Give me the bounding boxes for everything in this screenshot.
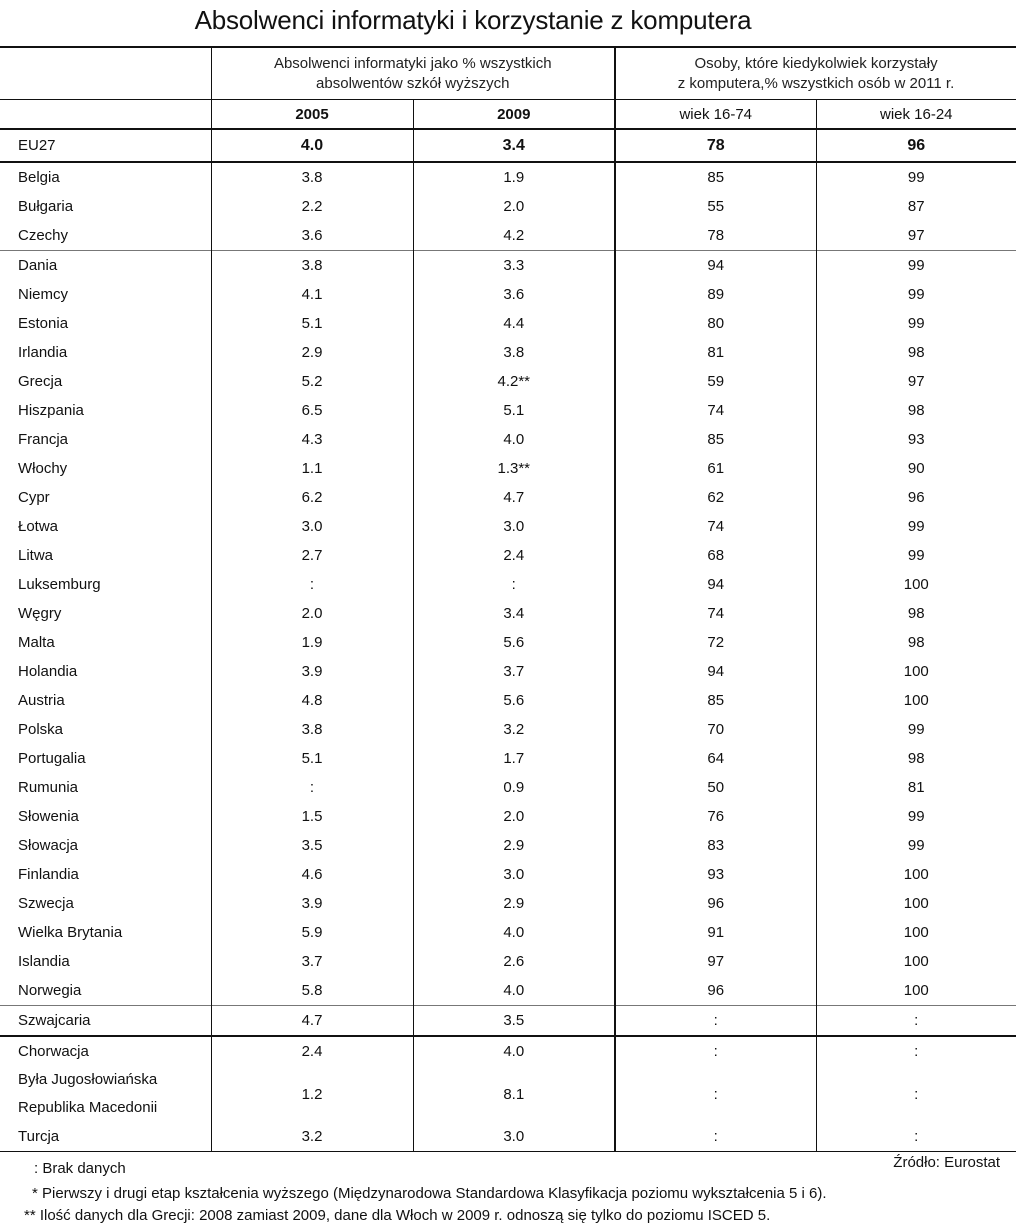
- country-cell: Hiszpania: [18, 401, 84, 419]
- value-2009-cell: 5.6: [413, 686, 615, 715]
- value-2005-cell: 2.0: [211, 599, 413, 628]
- value-age-16-24-cell: 98: [816, 744, 1016, 773]
- header-graduates-line1: Absolwenci informatyki jako % wszystkich: [273, 54, 552, 72]
- value-2005-cell: 2.9: [211, 338, 413, 367]
- value-2005-cell: 2.4: [211, 1036, 413, 1066]
- value-age-16-74-cell: 81: [615, 338, 816, 367]
- value-2009-cell: 3.0: [413, 1122, 615, 1152]
- footer-note-2: ** Ilość danych dla Grecji: 2008 zamiast 2009, dane dla Włoch w 2009 r. odnoszą się tylko do poziomu ISCED 5.: [24, 1207, 771, 1224]
- table-row: [0, 425, 1016, 454]
- country-name-line2: Republika Macedonii: [18, 1099, 158, 1116]
- table-row: [0, 657, 1016, 686]
- value-age-16-24-cell: 100: [816, 570, 1016, 599]
- value-age-16-24-cell: 99: [816, 309, 1016, 338]
- value-age-16-24-cell: 98: [816, 338, 1016, 367]
- country-name-line1: Była Jugosłowiańska: [18, 1071, 158, 1088]
- value-age-16-24-cell: 100: [816, 976, 1016, 1006]
- value-age-16-24-cell: :: [816, 1006, 1016, 1037]
- data-table: [0, 46, 1016, 1152]
- value-2005-cell: 4.3: [211, 425, 413, 454]
- value-age-16-24-cell: 99: [816, 802, 1016, 831]
- country-cell: Portugalia: [18, 749, 86, 767]
- value-age-16-74-cell: 85: [615, 162, 816, 192]
- value-2005-cell: 3.5: [211, 831, 413, 860]
- header-group-row: [0, 47, 1016, 100]
- value-2005-cell: 5.9: [211, 918, 413, 947]
- value-2005-cell: 3.2: [211, 1122, 413, 1152]
- country-cell: Niemcy: [18, 285, 69, 303]
- table-row: [0, 1122, 1016, 1152]
- table-row: [0, 599, 1016, 628]
- value-2009-cell: 3.7: [413, 657, 615, 686]
- value-age-16-24-cell: 99: [816, 251, 1016, 281]
- value-age-16-74-cell: 93: [615, 860, 816, 889]
- value-age-16-74-cell: 74: [615, 599, 816, 628]
- value-2009-cell: 3.6: [413, 280, 615, 309]
- country-cell: Islandia: [18, 952, 70, 970]
- value-age-16-24-cell: :: [816, 1066, 1016, 1122]
- value-age-16-74-cell: 94: [615, 570, 816, 599]
- value-2005-cell: 2.7: [211, 541, 413, 570]
- value-age-16-24-cell: 99: [816, 715, 1016, 744]
- table-row-eu27: [0, 129, 1016, 162]
- value-2005-cell: 3.8: [211, 715, 413, 744]
- table-row: [0, 396, 1016, 425]
- value-age-16-24-cell: 99: [816, 162, 1016, 192]
- country-cell: Malta: [18, 633, 55, 651]
- header-empty-cell: [0, 47, 211, 100]
- value-2009-cell: 2.9: [413, 889, 615, 918]
- table-row: [0, 192, 1016, 221]
- country-cell: Estonia: [18, 314, 69, 332]
- value-age-16-24-cell: 99: [816, 541, 1016, 570]
- country-cell: Turcja: [0, 1122, 211, 1152]
- country-cell: Słowacja: [18, 836, 79, 854]
- value-age-16-74-cell: 68: [615, 541, 816, 570]
- value-2009-cell: 4.7: [413, 483, 615, 512]
- table-row: [0, 947, 1016, 976]
- value-2005-cell: 1.1: [211, 454, 413, 483]
- value-2009-cell: 4.0: [413, 918, 615, 947]
- table-row: [0, 1066, 1016, 1122]
- table-row: [0, 512, 1016, 541]
- value-2005-cell: 3.9: [211, 657, 413, 686]
- value-2009-cell: 2.9: [413, 831, 615, 860]
- value-2009-cell: 4.2: [413, 221, 615, 251]
- value-2009-cell: 2.0: [413, 802, 615, 831]
- table-row: [0, 1006, 1016, 1037]
- value-age-16-24-cell: 98: [816, 396, 1016, 425]
- value-age-16-74-cell: 85: [615, 425, 816, 454]
- table-row: [0, 309, 1016, 338]
- country-cell: Litwa: [18, 546, 54, 564]
- value-age-16-74-cell: 50: [615, 773, 816, 802]
- value-age-16-24-cell: 99: [816, 831, 1016, 860]
- value-age-16-74-cell: 94: [615, 657, 816, 686]
- value-2005-cell: 1.2: [211, 1066, 413, 1122]
- table-row: [0, 976, 1016, 1006]
- value-age-16-74-cell: :: [615, 1066, 816, 1122]
- table-row: [0, 628, 1016, 657]
- table-row: [0, 715, 1016, 744]
- value-2005-cell: 2.2: [211, 192, 413, 221]
- country-cell: Wielka Brytania: [18, 923, 123, 941]
- table-row: [0, 162, 1016, 192]
- value-2005-cell: :: [211, 773, 413, 802]
- value-2005-cell: 4.7: [211, 1006, 413, 1037]
- data-table-container: [0, 46, 1016, 1152]
- country-cell: Włochy: [18, 459, 68, 477]
- value-2009-cell: 2.0: [413, 192, 615, 221]
- value-2005-cell: 4.1: [211, 280, 413, 309]
- country-cell: Francja: [18, 430, 69, 448]
- table-row: [0, 860, 1016, 889]
- table-row: [0, 1036, 1016, 1066]
- value-2009-cell: 2.6: [413, 947, 615, 976]
- value-age-16-74-cell: 91: [615, 918, 816, 947]
- value-age-16-74-cell: 62: [615, 483, 816, 512]
- value-age-16-74-cell: 76: [615, 802, 816, 831]
- value-2005-cell: 5.8: [211, 976, 413, 1006]
- header-columns-row: [0, 100, 1016, 130]
- value-2009-cell: 3.0: [413, 512, 615, 541]
- value-2005-cell: 3.0: [211, 512, 413, 541]
- value-age-16-74-cell: 96: [615, 976, 816, 1006]
- value-2009-cell: 3.4: [413, 599, 615, 628]
- table-row: [0, 251, 1016, 281]
- value-2009-cell: 8.1: [413, 1066, 615, 1122]
- value-age-16-74-cell: 94: [615, 251, 816, 281]
- header-graduates-line2: absolwentów szkół wyższych: [316, 74, 510, 92]
- value-2005-cell: 3.8: [211, 162, 413, 192]
- value-age-16-24-cell: 100: [816, 889, 1016, 918]
- country-cell: Dania: [0, 251, 211, 281]
- value-age-16-24-cell: 90: [816, 454, 1016, 483]
- table-row: [0, 773, 1016, 802]
- value-2009-cell: 2.4: [413, 541, 615, 570]
- value-2009-cell: 3.5: [413, 1006, 615, 1037]
- value-2009-cell: 0.9: [413, 773, 615, 802]
- value-age-16-74-cell: 74: [615, 512, 816, 541]
- table-row: [0, 918, 1016, 947]
- table-row: [0, 280, 1016, 309]
- country-cell: Rumunia: [18, 778, 79, 796]
- value-age-16-74-cell: 83: [615, 831, 816, 860]
- value-2005-cell: 1.5: [211, 802, 413, 831]
- header-col-2005: 2005: [211, 100, 413, 130]
- country-cell: Czechy: [18, 226, 69, 244]
- country-cell: Szwecja: [18, 894, 74, 912]
- country-cell: Grecja: [18, 372, 63, 390]
- country-cell: Węgry: [18, 604, 62, 622]
- table-row: [0, 454, 1016, 483]
- value-age-16-74-cell: 78: [615, 129, 816, 162]
- country-cell: [0, 1066, 211, 1122]
- value-age-16-24-cell: :: [816, 1036, 1016, 1066]
- country-cell: Luksemburg: [18, 575, 101, 593]
- footer-note-1: * Pierwszy i drugi etap kształcenia wyższego (Międzynarodowa Standardowa Klasyfikacja poziomu wykształcenia 5 i 6).: [32, 1185, 827, 1202]
- value-2005-cell: 4.6: [211, 860, 413, 889]
- value-2009-cell: 4.0: [413, 1036, 615, 1066]
- value-2005-cell: 6.5: [211, 396, 413, 425]
- country-cell: Słowenia: [18, 807, 79, 825]
- value-2005-cell: 6.2: [211, 483, 413, 512]
- value-2009-cell: 4.2**: [413, 367, 615, 396]
- country-cell: Belgia: [18, 168, 60, 186]
- header-empty-cell: [0, 100, 211, 130]
- country-cell: Finlandia: [18, 865, 79, 883]
- value-2005-cell: 3.7: [211, 947, 413, 976]
- value-age-16-74-cell: 61: [615, 454, 816, 483]
- value-2005-cell: 4.0: [211, 129, 413, 162]
- value-2009-cell: 3.2: [413, 715, 615, 744]
- table-row: [0, 802, 1016, 831]
- value-age-16-24-cell: 81: [816, 773, 1016, 802]
- value-age-16-24-cell: 96: [816, 129, 1016, 162]
- country-cell: Bułgaria: [18, 197, 74, 215]
- value-2009-cell: 4.4: [413, 309, 615, 338]
- value-age-16-24-cell: 100: [816, 657, 1016, 686]
- country-cell: Szwajcaria: [0, 1006, 211, 1037]
- value-age-16-74-cell: 74: [615, 396, 816, 425]
- value-age-16-74-cell: 96: [615, 889, 816, 918]
- value-age-16-24-cell: 93: [816, 425, 1016, 454]
- table-row: [0, 338, 1016, 367]
- table-row: [0, 889, 1016, 918]
- table-row: [0, 221, 1016, 251]
- value-age-16-74-cell: :: [615, 1006, 816, 1037]
- value-age-16-74-cell: 72: [615, 628, 816, 657]
- value-2009-cell: 3.8: [413, 338, 615, 367]
- value-age-16-24-cell: 98: [816, 628, 1016, 657]
- value-age-16-24-cell: :: [816, 1122, 1016, 1152]
- value-age-16-24-cell: 99: [816, 512, 1016, 541]
- header-col-age-16-74: wiek 16-74: [615, 100, 816, 130]
- value-age-16-24-cell: 100: [816, 860, 1016, 889]
- value-2009-cell: 3.0: [413, 860, 615, 889]
- value-2009-cell: 3.4: [413, 129, 615, 162]
- value-2009-cell: :: [413, 570, 615, 599]
- page-title: Absolwenci informatyki i korzystanie z komputera: [194, 5, 752, 35]
- value-age-16-24-cell: 87: [816, 192, 1016, 221]
- country-cell: Łotwa: [18, 517, 59, 535]
- value-age-16-74-cell: 70: [615, 715, 816, 744]
- footer-legend: : Brak danych: [34, 1160, 126, 1177]
- footer-source: Źródło: Eurostat: [893, 1154, 1000, 1171]
- value-age-16-24-cell: 100: [816, 918, 1016, 947]
- value-2005-cell: 1.9: [211, 628, 413, 657]
- value-age-16-24-cell: 96: [816, 483, 1016, 512]
- country-cell: Irlandia: [18, 343, 68, 361]
- value-age-16-74-cell: 89: [615, 280, 816, 309]
- value-age-16-74-cell: 97: [615, 947, 816, 976]
- value-age-16-74-cell: :: [615, 1122, 816, 1152]
- value-age-16-74-cell: 64: [615, 744, 816, 773]
- value-2005-cell: 5.2: [211, 367, 413, 396]
- value-age-16-74-cell: :: [615, 1036, 816, 1066]
- header-computer-use-line1: Osoby, które kiedykolwiek korzystały: [694, 54, 938, 72]
- value-2009-cell: 4.0: [413, 425, 615, 454]
- value-age-16-74-cell: 59: [615, 367, 816, 396]
- table-row: [0, 686, 1016, 715]
- country-cell: Cypr: [18, 488, 50, 506]
- value-age-16-74-cell: 78: [615, 221, 816, 251]
- table-row: [0, 483, 1016, 512]
- value-age-16-24-cell: 98: [816, 599, 1016, 628]
- value-2005-cell: 5.1: [211, 309, 413, 338]
- country-cell: Norwegia: [18, 981, 82, 999]
- header-graduates-group: [211, 47, 615, 100]
- country-cell: Austria: [18, 691, 65, 709]
- header-col-age-16-24: wiek 16-24: [816, 100, 1016, 130]
- value-age-16-74-cell: 85: [615, 686, 816, 715]
- value-2009-cell: 1.9: [413, 162, 615, 192]
- value-age-16-24-cell: 97: [816, 367, 1016, 396]
- value-2005-cell: 3.6: [211, 221, 413, 251]
- value-age-16-74-cell: 80: [615, 309, 816, 338]
- table-row: [0, 541, 1016, 570]
- value-2005-cell: 3.9: [211, 889, 413, 918]
- value-age-16-24-cell: 99: [816, 280, 1016, 309]
- header-computer-use-group: [615, 47, 1016, 100]
- value-2005-cell: 3.8: [211, 251, 413, 281]
- value-age-16-24-cell: 100: [816, 686, 1016, 715]
- value-2009-cell: 3.3: [413, 251, 615, 281]
- table-row: [0, 367, 1016, 396]
- value-2005-cell: 4.8: [211, 686, 413, 715]
- value-2009-cell: 5.6: [413, 628, 615, 657]
- value-2009-cell: 4.0: [413, 976, 615, 1006]
- header-col-2009: 2009: [413, 100, 615, 130]
- value-age-16-24-cell: 100: [816, 947, 1016, 976]
- value-2005-cell: 5.1: [211, 744, 413, 773]
- country-cell: EU27: [0, 129, 211, 162]
- country-cell: Holandia: [18, 662, 78, 680]
- country-cell: Chorwacja: [0, 1036, 211, 1066]
- value-age-16-24-cell: 97: [816, 221, 1016, 251]
- country-cell: Polska: [18, 720, 64, 738]
- header-computer-use-line2: z komputera,% wszystkich osób w 2011 r.: [677, 74, 955, 92]
- table-row: [0, 570, 1016, 599]
- value-2009-cell: 1.3**: [413, 454, 615, 483]
- value-2009-cell: 1.7: [413, 744, 615, 773]
- value-age-16-74-cell: 55: [615, 192, 816, 221]
- value-2009-cell: 5.1: [413, 396, 615, 425]
- value-2005-cell: :: [211, 570, 413, 599]
- table-row: [0, 831, 1016, 860]
- table-row: [0, 744, 1016, 773]
